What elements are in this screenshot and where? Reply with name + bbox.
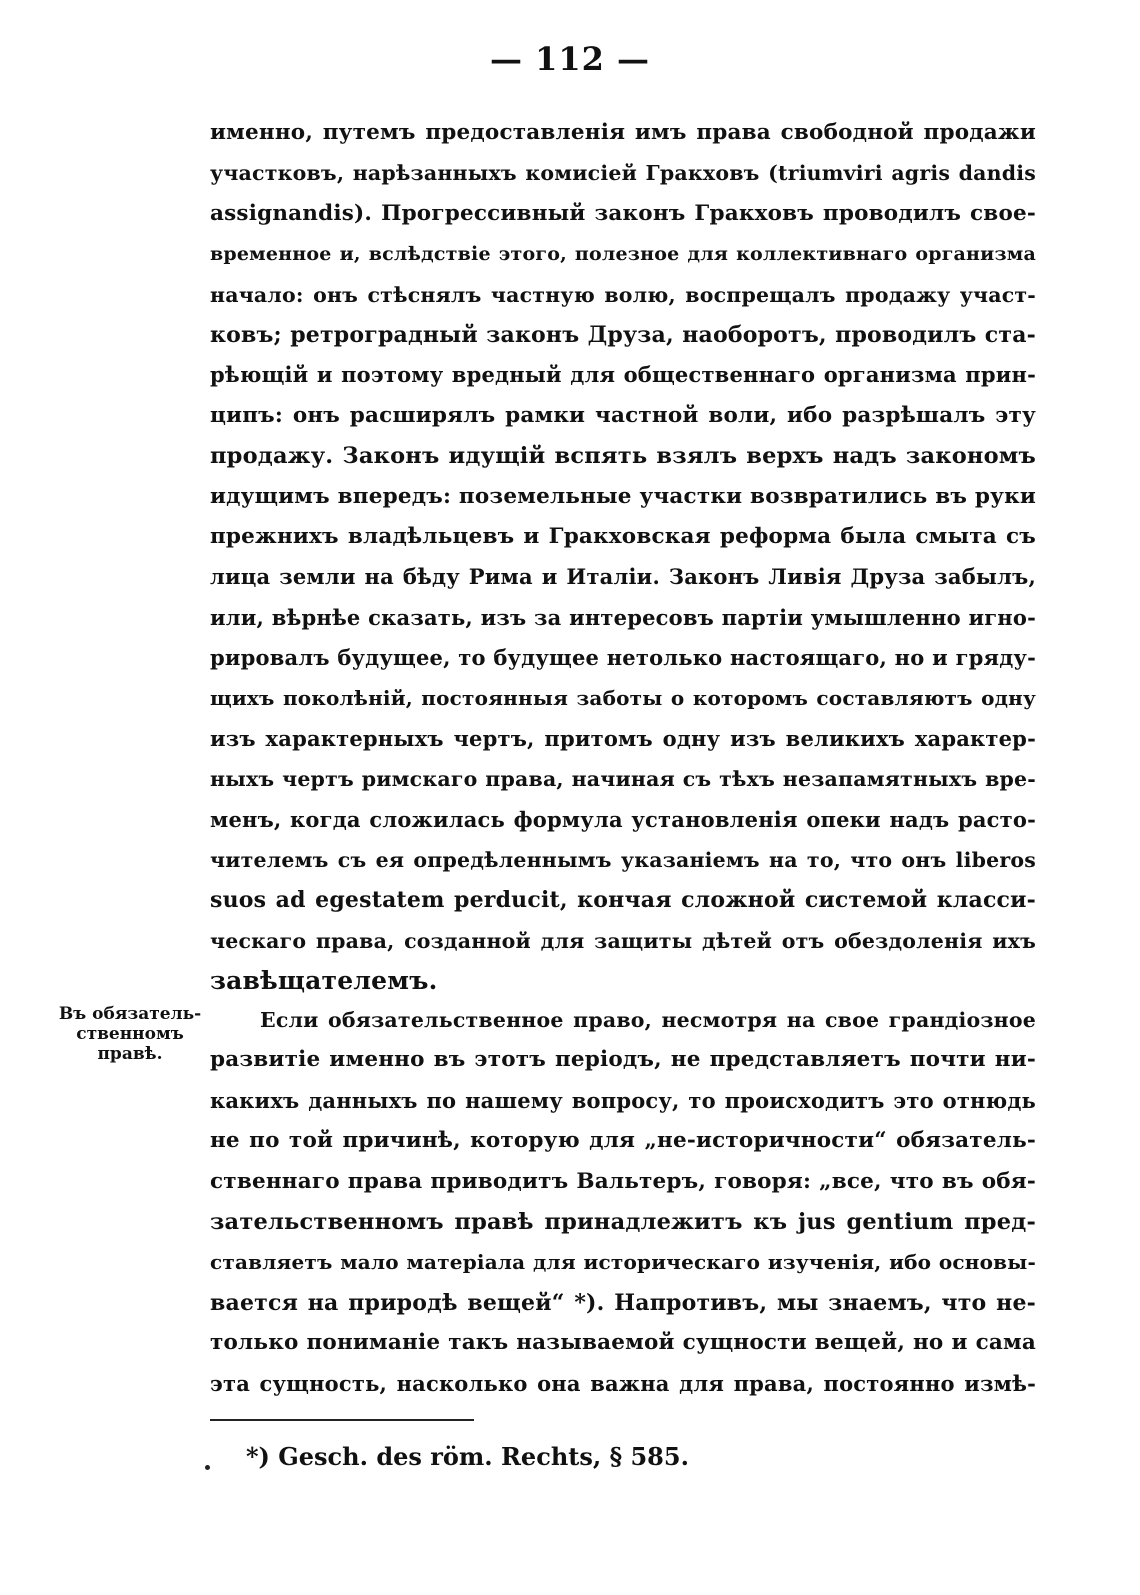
text-line: продажу. Законъ идущій вспять взялъ верхъ надъ закономъ <box>210 443 1036 470</box>
text-line: участковъ, нарѣзанныхъ комисіей Гракховъ (triumviri agris dandis <box>210 161 1036 186</box>
text-line: ковъ; ретроградный законъ Друза, наоборотъ, проводилъ ста- <box>210 321 1036 348</box>
text-line: прежнихъ владѣльцевъ и Гракховская реформа была смыта съ <box>210 523 1036 549</box>
text-line: не по той причинѣ, которую для „не-историчности“ обязатель- <box>210 1128 1036 1154</box>
text-line: щихъ поколѣній, постоянныя заботы о которомъ составляютъ одну <box>210 686 1036 711</box>
footnote-divider <box>210 1419 474 1421</box>
text-line: ственнаго права приводитъ Вальтеръ, говоря: „все, что въ обя- <box>210 1168 1036 1194</box>
text-line: только пониманіе такъ называемой сущности вещей, но и сама <box>210 1330 1036 1356</box>
stray-mark <box>205 1465 210 1470</box>
text-line: assignandis). Прогрессивный законъ Гракховъ проводилъ свое- <box>210 200 1036 226</box>
footnote: *) Gesch. des röm. Rechts, § 585. <box>246 1442 689 1471</box>
text-line: лица земли на бѣду Рима и Италіи. Законъ Ливія Друза забылъ, <box>210 564 1036 590</box>
text-line: зательственномъ правѣ принадлежитъ къ jus gentium пред- <box>210 1208 1036 1235</box>
margin-note-line: Въ обязатель- <box>58 1004 202 1024</box>
text-line: какихъ данныхъ по нашему вопросу, то происходитъ это отнюдь <box>210 1087 1036 1113</box>
text-line: рѣющій и поэтому вредный для общественнаго организма прин- <box>210 362 1036 388</box>
text-line: эта сущность, насколько она важна для права, постоянно измѣ- <box>210 1370 1036 1396</box>
text-line: менъ, когда сложилась формула установленія опеки надъ расто- <box>210 806 1036 832</box>
text-line: рировалъ будущее, то будущее нетолько настоящаго, но и гряду- <box>210 645 1036 671</box>
margin-note <box>55 1004 205 1064</box>
page-number: — 112 — <box>489 40 651 78</box>
text-line: завѣщателемъ. <box>210 966 438 996</box>
margin-note-line: ственномъ <box>76 1024 184 1044</box>
text-line: или, вѣрнѣе сказать, изъ за интересовъ партіи умышленно игно- <box>210 604 1036 630</box>
text-line: ныхъ чертъ римскаго права, начиная съ тѣхъ незапамятныхъ вре- <box>210 767 1036 792</box>
text-line: начало: онъ стѣснялъ частную волю, воспрещалъ продажу участ- <box>210 282 1036 307</box>
text-line: идущимъ впередъ: поземельные участки возвратились въ руки <box>210 483 1036 509</box>
paragraph-2 <box>210 1000 1036 1404</box>
text-line: развитіе именно въ этотъ періодъ, не представляетъ почти ни- <box>210 1047 1036 1073</box>
text-line: временное и, вслѣдствіе этого, полезное для коллективнаго организма <box>210 243 1036 266</box>
paragraph-1 <box>210 113 1036 1002</box>
text-line: вается на природѣ вещей“ *). Напротивъ, мы знаемъ, что не- <box>210 1289 1036 1316</box>
text-line: suos ad egestatem perducit, кончая сложной системой класси- <box>210 887 1036 914</box>
text-line: ципъ: онъ расширялъ рамки частной воли, ибо разрѣшалъ эту <box>210 402 1036 428</box>
text-line: чителемъ съ ея опредѣленнымъ указаніемъ на то, что онъ liberos <box>210 848 1036 873</box>
text-line: ческаго права, созданной для защиты дѣтей отъ обездоленія ихъ <box>210 928 1036 953</box>
text-line: изъ характерныхъ чертъ, притомъ одну изъ великихъ характер- <box>210 725 1036 751</box>
text-line: ставляетъ мало матеріала для историческаго изученія, ибо основы- <box>210 1250 1036 1275</box>
text-line: именно, путемъ предоставленія имъ права свободной продажи <box>210 120 1036 145</box>
text-line: Если обязательственное право, несмотря на свое грандіозное <box>260 1008 1036 1032</box>
margin-note-line: правѣ. <box>97 1044 163 1064</box>
